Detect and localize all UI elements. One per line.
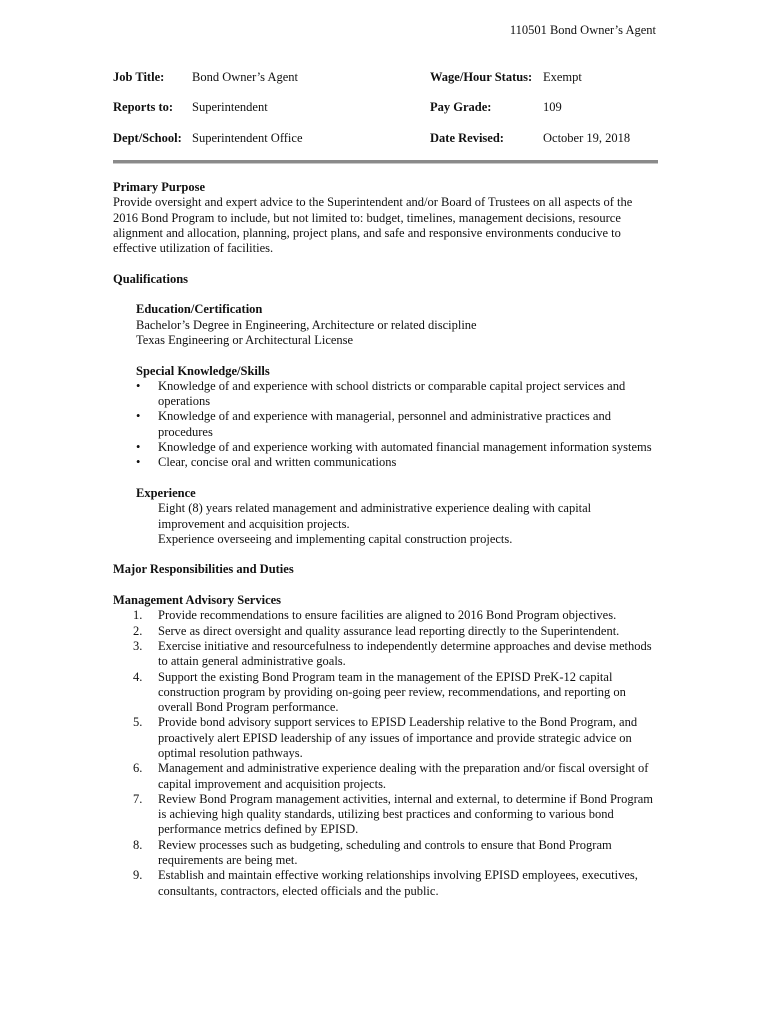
education-item: Texas Engineering or Architectural License xyxy=(136,332,354,347)
job-title-label: Job Title: xyxy=(113,70,165,84)
wage-status-value: Exempt xyxy=(543,70,582,84)
bullet-icon: • xyxy=(136,409,141,424)
wage-status-label: Wage/Hour Status: xyxy=(430,70,533,84)
date-revised-label: Date Revised: xyxy=(430,131,504,145)
duty-text: Management and administrative experience dealing with the preparation and/or fiscal oversight of capital improvement and acquisition projects. xyxy=(158,761,649,791)
document-id: 110501 Bond Owner’s Agent xyxy=(509,23,656,37)
skill-text: Knowledge of and experience with managerial, personnel and administrative practices and procedures xyxy=(158,409,611,439)
skills-list xyxy=(113,379,658,471)
bullet-icon: • xyxy=(136,455,141,470)
skill-text: Clear, concise oral and written communications xyxy=(158,455,397,470)
skill-text: Knowledge of and experience with school districts or comparable capital project services and operations xyxy=(158,378,626,409)
experience-item: Experience overseeing and implementing capital construction projects. xyxy=(158,531,513,546)
list-item xyxy=(113,670,658,716)
duty-text: Review processes such as budgeting, scheduling and controls to ensure that Bond Program requirements are being met. xyxy=(158,837,612,868)
primary-purpose-text: Provide oversight and expert advice to the Superintendent and/or Board of Trustees on all aspects of the 2016 Bond Program to include, but not limited to: budget, timelines, management decisions, resource alignment and allocation, planning, project plans, and safe and responsive environments conducive to effective utilization of facilities. xyxy=(113,195,633,256)
education-item: Bachelor’s Degree in Engineering, Architecture or related discipline xyxy=(136,317,477,332)
primary-purpose-heading: Primary Purpose xyxy=(113,180,205,194)
item-number: 6. xyxy=(133,761,143,776)
document-body xyxy=(113,180,658,899)
item-number: 5. xyxy=(133,715,143,730)
experience-heading: Experience xyxy=(136,485,196,500)
pay-grade-value: 109 xyxy=(543,100,562,114)
qualifications-heading: Qualifications xyxy=(113,271,189,286)
dept-value: Superintendent Office xyxy=(192,131,303,145)
item-number: 1. xyxy=(133,608,143,623)
list-item xyxy=(113,639,658,670)
header-row-job-title xyxy=(113,70,673,88)
duties-list xyxy=(113,608,658,899)
list-item xyxy=(136,409,658,440)
item-number: 4. xyxy=(133,669,143,684)
dept-label: Dept/School: xyxy=(113,131,182,145)
duty-text: Review Bond Program management activities, internal and external, to determine if Bond Program is achieving high quality standards, utilizing best practices and conforming to various bond performance metrics defined by EPISD. xyxy=(158,791,654,837)
bullet-icon: • xyxy=(136,440,141,455)
duty-text: Support the existing Bond Program team in the management of the EPISD PreK-12 capital construction program by providing on-going peer review, recommendations, and reporting on overall Bond Program performance. xyxy=(158,669,626,715)
item-number: 9. xyxy=(133,868,143,883)
duty-text: Establish and maintain effective working relationships involving EPISD employees, executives, consultants, contractors, elected officials and the public. xyxy=(158,868,638,898)
bullet-icon: • xyxy=(136,378,141,393)
duty-text: Provide recommendations to ensure facilities are aligned to 2016 Bond Program objectives. xyxy=(158,608,617,623)
list-item xyxy=(113,715,658,761)
reports-to-label: Reports to: xyxy=(113,100,174,114)
reports-to-value: Superintendent xyxy=(192,100,268,114)
item-number: 8. xyxy=(133,837,143,852)
education-heading: Education/Certification xyxy=(136,302,263,317)
skills-heading: Special Knowledge/Skills xyxy=(136,363,270,378)
list-item xyxy=(136,455,658,470)
item-number: 7. xyxy=(133,791,143,806)
item-number: 3. xyxy=(133,638,143,653)
list-item xyxy=(136,440,658,455)
item-number: 2. xyxy=(133,623,143,638)
list-item xyxy=(113,761,658,792)
duty-text: Serve as direct oversight and quality assurance lead reporting directly to the Superintendent. xyxy=(158,623,620,638)
responsibilities-heading: Major Responsibilities and Duties xyxy=(113,562,294,577)
experience-item: Eight (8) years related management and administrative experience dealing with capital improvement and acquisition projects. xyxy=(158,501,592,531)
date-revised-value: October 19, 2018 xyxy=(543,131,631,145)
management-advisory-heading: Management Advisory Services xyxy=(113,593,282,608)
list-item xyxy=(113,608,658,623)
duty-text: Exercise initiative and resourcefulness to independently determine approaches and devise methods to attain general administrative goals. xyxy=(158,638,652,669)
list-item xyxy=(113,838,658,869)
header-row-dept xyxy=(113,131,673,149)
job-title-value: Bond Owner’s Agent xyxy=(192,70,299,84)
duty-text: Provide bond advisory support services to EPISD Leadership relative to the Bond Program, and proactively alert EPISD leadership of any issues of importance and provide strategic advice on optimal resolution pathways. xyxy=(158,715,638,760)
header-divider xyxy=(113,160,658,164)
list-item xyxy=(113,868,658,899)
list-item xyxy=(113,792,658,838)
skill-text: Knowledge of and experience working with automated financial management information systems xyxy=(158,440,652,455)
pay-grade-label: Pay Grade: xyxy=(430,100,492,114)
list-item xyxy=(113,624,658,639)
list-item xyxy=(136,379,658,410)
header-row-reports-to xyxy=(113,100,673,118)
